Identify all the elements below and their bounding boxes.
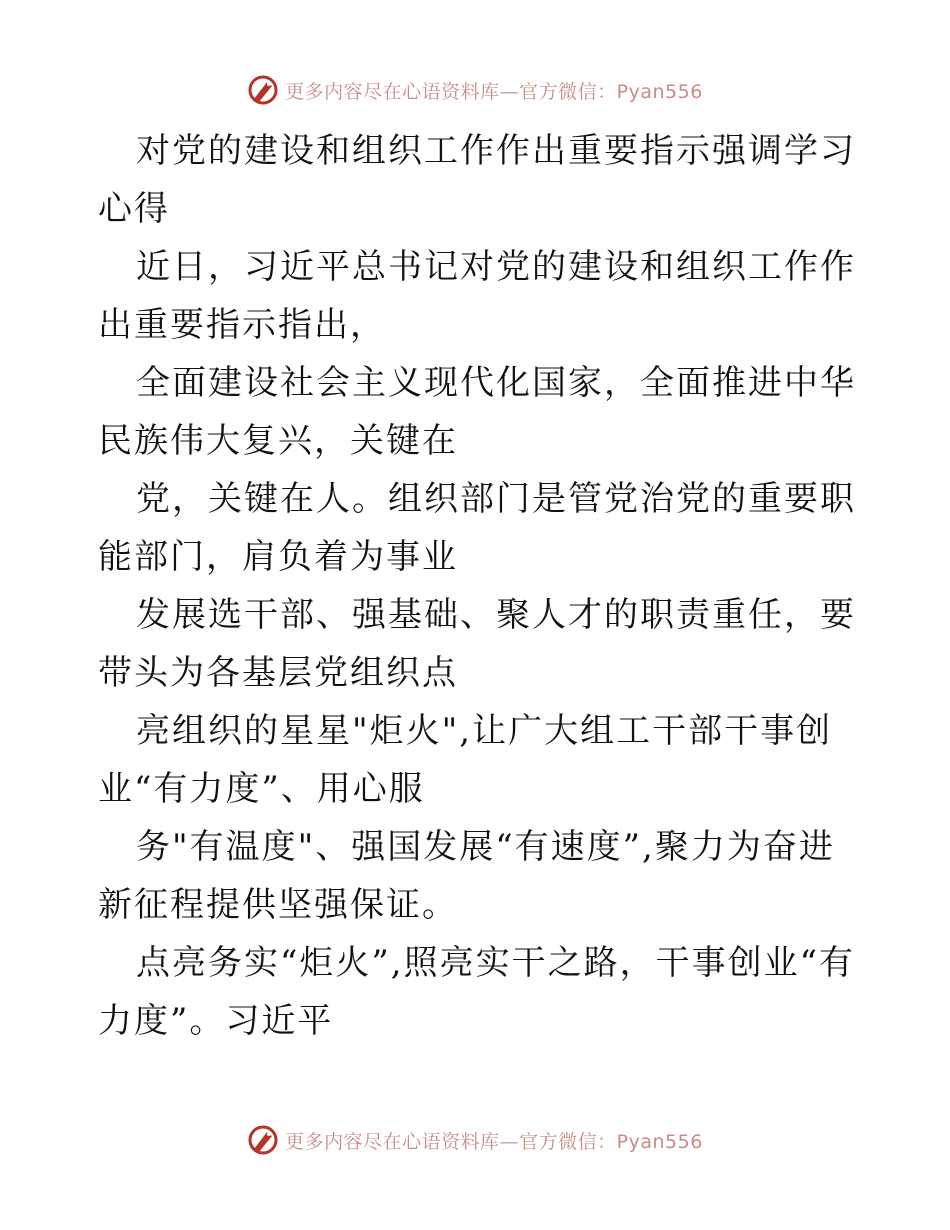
pen-logo-icon bbox=[247, 74, 279, 106]
watermark-main: 更多内容尽在心语资料库 bbox=[285, 1130, 500, 1153]
watermark-main: 更多内容尽在心语资料库 bbox=[285, 80, 500, 103]
paragraph-8: 点亮务实“炬火”,照亮实干之路，干事创业“有力度”。习近平 bbox=[98, 943, 855, 1041]
header-watermark bbox=[0, 70, 950, 110]
watermark-suffix: 官方微信：Pyan556 bbox=[519, 80, 703, 103]
footer-watermark bbox=[0, 1120, 950, 1160]
paragraph-5: 发展选干部、强基础、聚人才的职责重任，要带头为各基层党组织点 bbox=[98, 595, 856, 693]
paragraph-4: 党，关键在人。组织部门是管党治党的重要职能部门，肩负着为事业 bbox=[98, 479, 856, 577]
watermark-text bbox=[285, 77, 703, 104]
document-body bbox=[98, 122, 858, 1050]
watermark-separator: — bbox=[499, 1130, 520, 1153]
pen-logo-icon bbox=[247, 1124, 279, 1156]
watermark-text bbox=[285, 1127, 703, 1154]
paragraph-7: 务"有温度"、强国发展“有速度”,聚力为奋进新征程提供坚强保证。 bbox=[98, 827, 835, 925]
paragraph-3: 全面建设社会主义现代化国家，全面推进中华民族伟大复兴，关键在 bbox=[98, 363, 856, 461]
watermark-separator: — bbox=[499, 80, 520, 103]
paragraph-6: 亮组织的星星"炬火",让广大组工干部干事创业“有力度”、用心服 bbox=[98, 711, 833, 809]
paragraph-1: 对党的建设和组织工作作出重要指示强调学习心得 bbox=[98, 131, 856, 229]
watermark-suffix: 官方微信：Pyan556 bbox=[519, 1130, 703, 1153]
paragraph-2: 近日，习近平总书记对党的建设和组织工作作出重要指示指出， bbox=[98, 247, 856, 345]
